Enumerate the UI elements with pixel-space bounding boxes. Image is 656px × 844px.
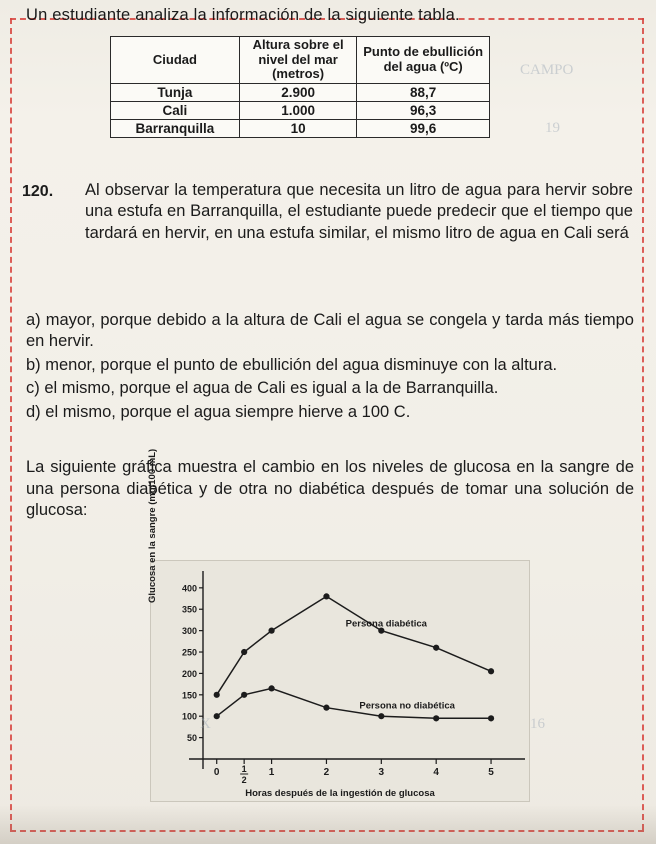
option-a[interactable] xyxy=(26,310,634,353)
margin-line-bottom xyxy=(10,830,644,832)
chart-y-tick-label: 100 xyxy=(181,711,197,722)
chart-data-point xyxy=(241,692,247,698)
table-cell-altitude: 1.000 xyxy=(239,101,356,119)
answer-options xyxy=(26,310,634,425)
chart-data-point xyxy=(214,692,220,698)
option-a-label: a) xyxy=(26,311,41,329)
data-table xyxy=(110,36,490,138)
page-shadow xyxy=(0,804,656,844)
intro-text: Un estudiante analiza la información de la siguiente tabla. xyxy=(26,6,460,24)
chart-x-tick-label: 2 xyxy=(323,767,330,778)
option-c-text: el mismo, porque el agua de Cali es igual a la de Barranquilla. xyxy=(44,379,499,398)
worksheet-page: Un estudiante analiza la información de la siguiente tabla. Ciudad Altura sobre el nivel del mar (metros) Punto de ebullición del agua (ºC) Tunja 2.900 88,7 Cali 1.000 96,3 Barranquilla 10 99,6 120. Al observar la temperatura que necesita un litro de agua para hervir sobre una estufa en Barranquilla, el estudiante puede predecir que el tiempo que tardará en hervir, en una estufa similar, el mismo litro de agua en Cali será a) mayor, porque debido a la altura de Cali el agua se congela y tarda más tiempo en hervir. b) menor, porque el punto de ebullición del agua disminuye con la altura. c) el mismo, porque el agua de Cali es igual a la de Barranquilla. d) el mismo, porque el agua siempre hierve a 100 C. La siguiente gráfica muestra el cambio en los niveles de glucosa en la sangre de una persona diabética y de otra no diabética después de tomar una solución de glucosa: Glucosa en la sangre (mg/100 mL) Horas después de la ingestión de glucosa 50 100 150 200 250 300 350 400 0 1 2 1 2 3 4 5 Persona diabética Persona no diabética CAMPO 19 X 16 xyxy=(0,0,656,844)
question-text: Al observar la temperatura que necesita un litro de agua para hervir sobre una estufa en Barranquilla, el estudiante puede predecir que el tiempo que tardará en hervir, en una estufa similar, el mismo litro de agua en Cali será xyxy=(85,181,633,242)
table-cell-altitude: 2.900 xyxy=(239,83,356,101)
table-header-row xyxy=(111,37,490,84)
chart-x-tick-label: 0 xyxy=(213,767,220,778)
option-b-label: b) xyxy=(26,355,41,374)
option-d-text: el mismo, porque el agua siempre hierve a 100 C. xyxy=(45,402,411,421)
option-a-text: mayor, porque debido a la altura de Cali el agua se congela y tarda más tiempo en hervir. xyxy=(26,311,634,351)
svg-text:2: 2 xyxy=(241,775,247,785)
chart-y-tick-label: 50 xyxy=(186,733,197,744)
chart-data-point xyxy=(323,593,329,599)
table-cell-boiling: 88,7 xyxy=(357,83,490,101)
paragraph-glucose-intro: La siguiente gráfica muestra el cambio en los niveles de glucosa en la sangre de una persona diabética y de otra no diabética después de tomar una solución de glucosa: xyxy=(26,458,634,520)
table-header-cell: Altura sobre el nivel del mar (metros) xyxy=(239,37,356,84)
chart-y-tick-label: 400 xyxy=(181,583,197,594)
chart-x-axis-title: Horas después de la ingestión de glucosa xyxy=(245,788,435,799)
chart-data-point xyxy=(433,715,439,721)
chart-svg xyxy=(151,561,529,801)
chart-y-axis-title: Glucosa en la sangre (mg/100 mL) xyxy=(147,448,158,603)
chart-data-point xyxy=(268,628,274,634)
table-header-cell: Ciudad xyxy=(111,37,240,84)
chart-y-tick-label: 250 xyxy=(181,647,197,658)
table-row xyxy=(111,101,490,119)
chart-series-label-diabetic: Persona diabética xyxy=(345,618,427,630)
chart-data-point xyxy=(241,649,247,655)
chart-y-tick-label: 200 xyxy=(181,668,197,679)
chart-x-tick-label: 3 xyxy=(378,767,385,778)
table-row xyxy=(111,119,490,137)
chart-y-tick-label: 300 xyxy=(181,626,197,637)
table-cell-boiling: 99,6 xyxy=(357,119,490,137)
table-cell-boiling: 96,3 xyxy=(357,101,490,119)
svg-text:1: 1 xyxy=(241,764,247,774)
option-b-text: menor, porque el punto de ebullición del agua disminuye con la altura. xyxy=(45,355,558,374)
chart-series-line xyxy=(217,596,491,694)
table-cell-city: Tunja xyxy=(111,83,240,101)
chart-series-label-nondiabetic: Persona no diabética xyxy=(359,700,455,712)
chart-data-point xyxy=(488,715,494,721)
table-cell-city: Barranquilla xyxy=(111,119,240,137)
table-cell-city: Cali xyxy=(111,101,240,119)
data-table-wrapper xyxy=(110,36,490,138)
table-header-cell: Punto de ebullición del agua (ºC) xyxy=(357,37,490,84)
margin-line-left xyxy=(10,18,12,830)
chart-x-tick-label: 1 xyxy=(268,767,275,778)
margin-line-right xyxy=(642,18,644,830)
option-c[interactable] xyxy=(26,378,634,399)
table-row xyxy=(111,83,490,101)
chart-data-point xyxy=(488,668,494,674)
chart-x-tick-label: 4 xyxy=(433,767,439,778)
question-number: 120. xyxy=(22,183,54,200)
chart-y-tick-label: 350 xyxy=(181,604,197,615)
chart-data-point xyxy=(323,705,329,711)
chart-y-tick-label: 150 xyxy=(181,690,197,701)
chart-data-point xyxy=(433,645,439,651)
option-d[interactable] xyxy=(26,402,634,423)
option-d-label: d) xyxy=(26,402,41,421)
table-cell-altitude: 10 xyxy=(239,119,356,137)
chart-data-point xyxy=(214,713,220,719)
chart-data-point xyxy=(268,685,274,691)
option-b[interactable] xyxy=(26,355,634,376)
chart-x-tick-label: 5 xyxy=(488,767,494,778)
chart-data-point xyxy=(378,713,384,719)
option-c-label: c) xyxy=(26,379,40,398)
